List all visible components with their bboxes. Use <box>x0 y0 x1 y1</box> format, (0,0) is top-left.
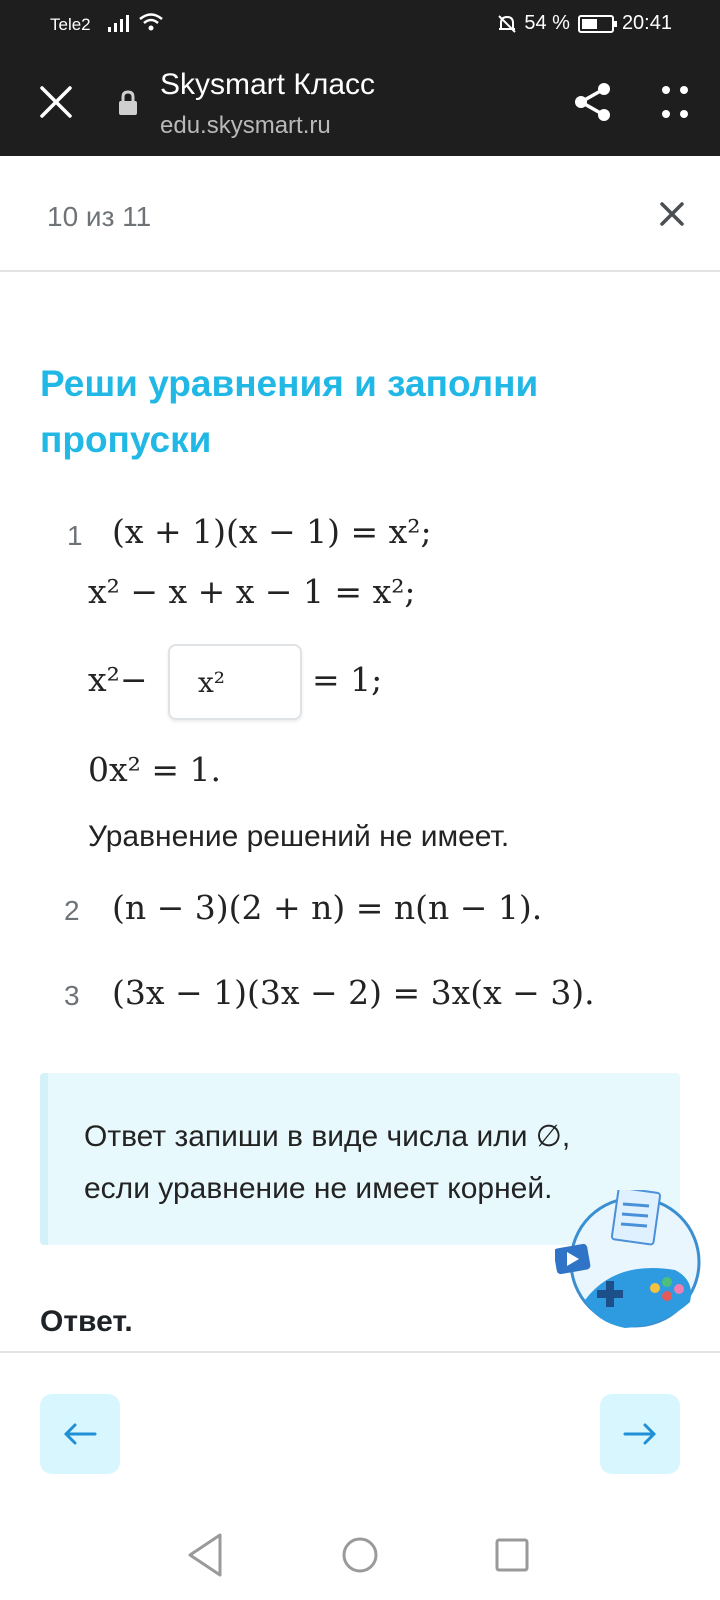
item-number-2: 2 <box>64 895 80 926</box>
task-progress-header <box>0 156 720 272</box>
battery-percent: 54 % <box>524 12 570 34</box>
item-number-3: 3 <box>64 980 80 1011</box>
status-bar <box>0 0 720 50</box>
fill-blank-value: x² <box>198 665 226 699</box>
back-triangle-icon[interactable] <box>190 1535 220 1575</box>
fill-blank-input[interactable] <box>168 644 302 720</box>
close-task-icon[interactable] <box>656 198 688 230</box>
prev-task-button[interactable] <box>40 1394 120 1474</box>
hint-text: Ответ запиши в виде числа или ∅, если уравнение не имеет корней. <box>84 1120 571 1205</box>
conclusion-text: Уравнение решений не имеет. <box>88 820 510 853</box>
next-task-button[interactable] <box>600 1394 680 1474</box>
page-url[interactable]: edu.skysmart.ru <box>160 112 331 139</box>
task-counter: 10 из 11 <box>47 201 152 232</box>
home-circle-icon[interactable] <box>344 1539 376 1571</box>
equation-3: (3x − 1)(3x − 2) = 3x(x − 3). <box>112 973 595 1012</box>
carrier-label: Tele2 <box>50 15 91 34</box>
step-2-prefix: x²− <box>88 660 148 699</box>
more-icon[interactable] <box>660 84 690 120</box>
step-1: x² − x + x − 1 = x²; <box>88 572 416 611</box>
equation-1: (x + 1)(x − 1) = x²; <box>112 512 432 551</box>
close-icon[interactable] <box>36 82 76 122</box>
page-title: Skysmart Класс <box>160 68 376 101</box>
step-2-suffix: = 1; <box>312 660 383 699</box>
arrow-left-icon <box>62 1422 98 1446</box>
signal-icon <box>108 14 134 32</box>
game-helper-icon[interactable] <box>555 1190 705 1340</box>
item-number-1: 1 <box>67 520 83 551</box>
battery-icon <box>578 15 614 33</box>
share-icon[interactable] <box>572 80 614 124</box>
system-nav-bar <box>0 1505 720 1600</box>
recents-square-icon[interactable] <box>497 1540 527 1570</box>
status-right <box>496 12 672 35</box>
divider <box>0 1351 720 1353</box>
clock: 20:41 <box>621 12 672 34</box>
task-title: Реши уравнения и заполни пропуски <box>40 363 539 460</box>
answer-label: Ответ. <box>40 1305 133 1338</box>
step-3: 0x² = 1. <box>88 750 221 789</box>
lock-icon <box>117 90 139 116</box>
bell-muted-icon <box>496 13 518 35</box>
arrow-right-icon <box>622 1422 658 1446</box>
wifi-icon <box>138 12 164 32</box>
browser-header <box>0 50 720 156</box>
equation-2: (n − 3)(2 + n) = n(n − 1). <box>112 888 543 927</box>
